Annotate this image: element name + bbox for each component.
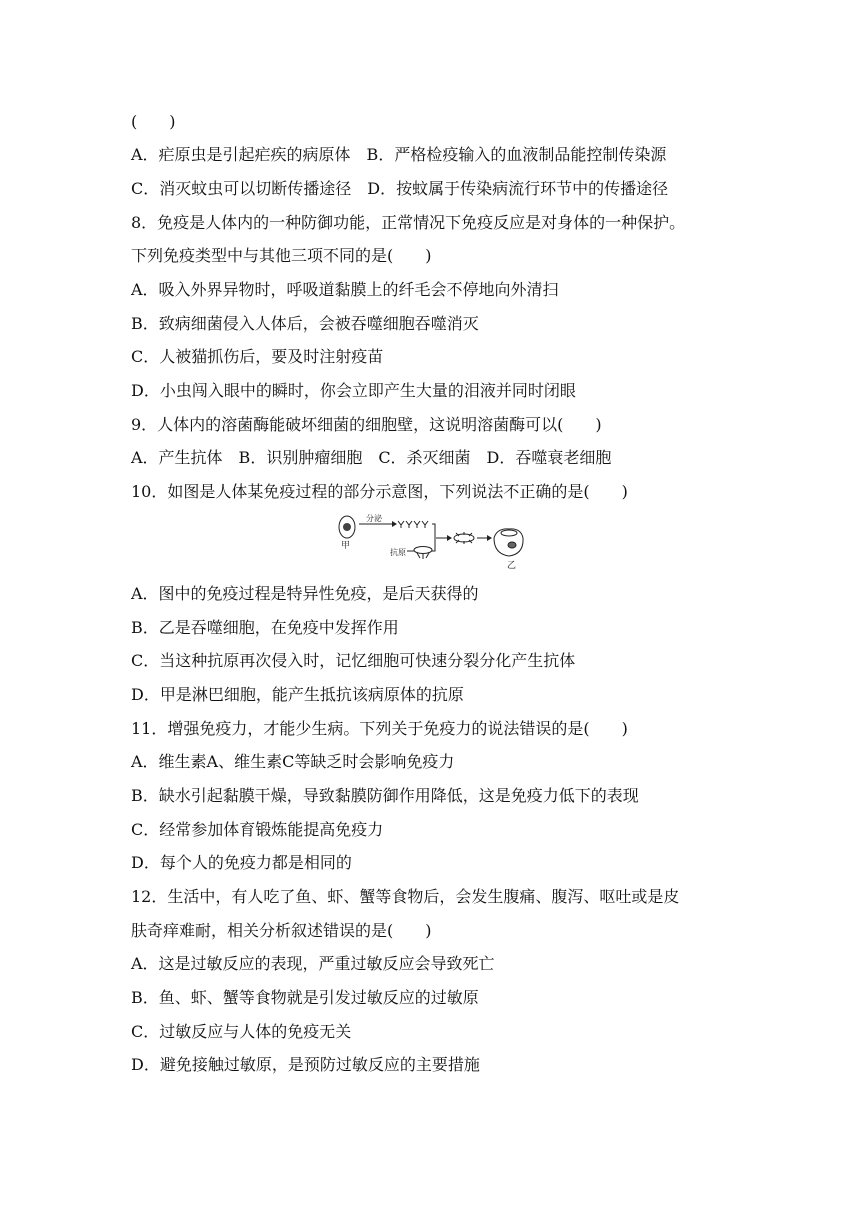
text-line: C．当这种抗原再次侵入时，记忆细胞可快速分裂分化产生抗体 — [131, 651, 576, 670]
figure-label-antigen: 抗原 — [390, 548, 406, 557]
text-line: A．产生抗体 B．识别肿瘤细胞 C．杀灭细菌 D．吞噬衰老细胞 — [131, 448, 612, 467]
antibodies — [398, 521, 428, 528]
figure-label-yi: 乙 — [507, 561, 517, 571]
antigen-antibody-complex — [454, 532, 474, 544]
text-line: A．吸入外界异物时，呼吸道黏膜上的纤毛会不停地向外清扫 — [131, 280, 559, 299]
text-line: C．人被猫抓伤后，要及时注射疫苗 — [131, 347, 384, 366]
phagocyte-cell — [494, 529, 523, 556]
text-line: A．疟原虫是引起疟疾的病原体 B．严格检疫输入的血液制品能控制传染源 — [131, 145, 667, 164]
text-line: C．消灭蚊虫可以切断传播途径 D．按蚊属于传染病流行环节中的传播途径 — [131, 179, 669, 198]
text-line: 8．免疫是人体内的一种防御功能，正常情况下免疫反应是对身体的一种保护。 — [131, 213, 686, 232]
text-line: A．维生素A、维生素C等缺乏时会影响免疫力 — [131, 752, 455, 771]
figure-label-jia: 甲 — [341, 541, 351, 551]
text-line: D．小虫闯入眼中的瞬时，你会立即产生大量的泪液并同时闭眼 — [131, 381, 576, 400]
text-line: D．每个人的免疫力都是相同的 — [131, 853, 352, 872]
text-line: 11．增强免疫力，才能少生病。下列关于免疫力的说法错误的是( ) — [131, 719, 628, 738]
text-line: C．过敏反应与人体的免疫无关 — [131, 1022, 352, 1041]
cell-nucleus — [343, 523, 351, 531]
text-line: D．避免接触过敏原，是预防过敏反应的主要措施 — [131, 1055, 480, 1074]
text-line: B．缺水引起黏膜干燥，导致黏膜防御作用降低，这是免疫力低下的表现 — [131, 786, 639, 805]
text-line: ( ) — [131, 112, 176, 131]
text-line: B．乙是吞噬细胞，在免疫中发挥作用 — [131, 618, 399, 637]
text-line: B．致病细菌侵入人体后，会被吞噬细胞吞噬消灭 — [131, 314, 479, 333]
text-line: A．这是过敏反应的表现，严重过敏反应会导致死亡 — [131, 954, 495, 973]
text-line: B．鱼、虾、蟹等食物就是引发过敏反应的过敏原 — [131, 988, 479, 1007]
text-line: A．图中的免疫过程是特异性免疫，是后天获得的 — [131, 584, 479, 603]
bracket-line — [432, 524, 435, 551]
text-line: 肤奇痒难耐，相关分析叙述错误的是( ) — [131, 921, 432, 940]
figure-label-secrete: 分泌 — [366, 514, 382, 523]
text-line: D．甲是淋巴细胞，能产生抵抗该病原体的抗原 — [131, 685, 464, 704]
text-line: 10．如图是人体某免疫过程的部分示意图，下列说法不正确的是( ) — [131, 482, 628, 501]
text-line: 9．人体内的溶菌酶能破坏细菌的细胞壁，这说明溶菌酶可以( ) — [131, 415, 602, 434]
immune-process-figure — [334, 512, 534, 572]
text-line: 12．生活中，有人吃了鱼、虾、蟹等食物后，会发生腹痛、腹泻、呕吐或是皮 — [131, 887, 680, 906]
antigen-shape — [414, 547, 432, 554]
text-line: C．经常参加体育锻炼能提高免疫力 — [131, 820, 384, 839]
text-line: 下列免疫类型中与其他三项不同的是( ) — [131, 246, 432, 265]
